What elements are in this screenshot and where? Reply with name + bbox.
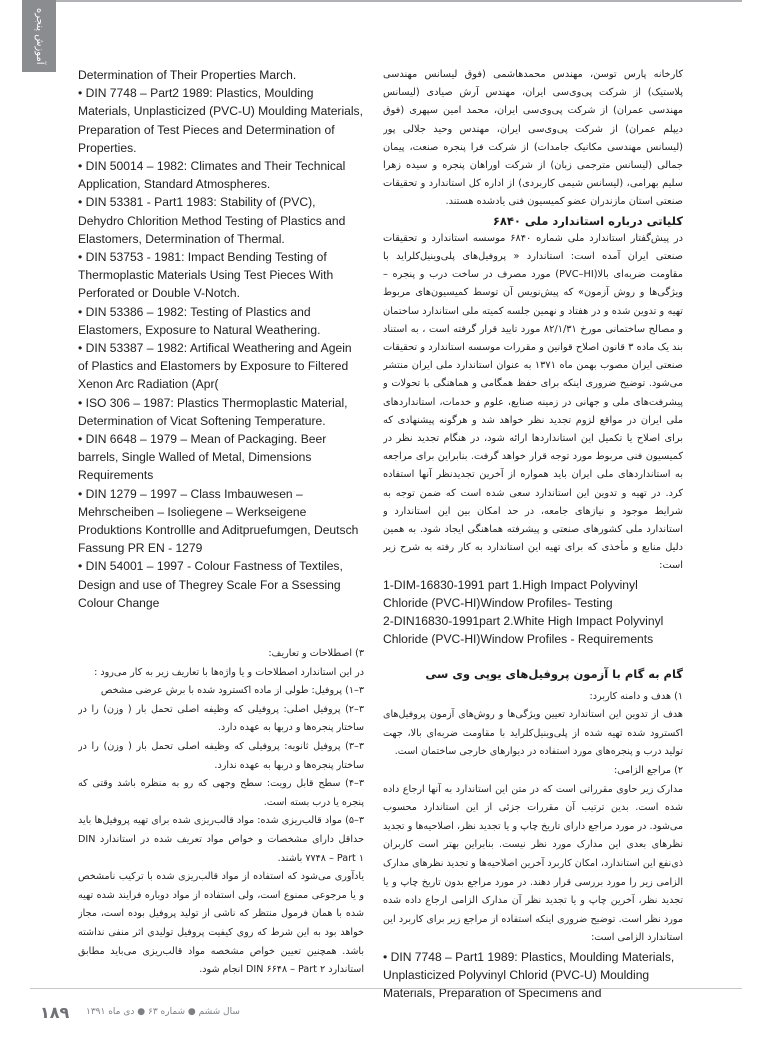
references-heading: ۲) مراجع الزامی: — [613, 764, 683, 776]
testing-steps-column — [383, 665, 683, 1003]
page-number: ۱۸۹ — [40, 1003, 70, 1022]
reference-item: Determination of Their Properties March. — [78, 68, 297, 82]
top-rule — [56, 0, 742, 2]
definition-paragraph: ۳–۴) سطح قابل رویت: سطح وجهی که رو به منظره باشد وقتی که پنجره یا درب بسته است. — [78, 778, 364, 808]
standard-overview-column — [383, 66, 683, 649]
definitions-column — [78, 645, 364, 980]
reference-item: • DIN 50014 – 1982: Climates and Their Technical Application, Standard Atmospheres. — [78, 159, 346, 192]
reference-item: • DIN 54001 – 1997 - Colour Fastness of Textiles, Design and use of Thegrey Scale For a Ssessing Colour Change — [78, 559, 343, 610]
scope-paragraph: هدف از تدوین این استاندارد تعیین ویژگی‌ها و روش‌های آزمون پروفیل‌های اکسترود شده تهیه شده از پلی‌وینیل‌کلراید با مقاومت ضربه‌ای بالا، جهت تولید درب و پنجره‌های مورد استفاده در دیوارهای خارجی ساختمان است. — [383, 709, 683, 758]
reference-item: • DIN 7748 – Part2 1989: Plastics, Moulding Materials, Unplasticized (PVC-U) Moulding Materials, Preparation of Test Pieces and Determination of Properties. — [78, 86, 363, 155]
reference-item: • DIN 53387 – 1982: Artifical Weathering and Agein of Plastics and Elastomers by Exposure to Filtered Xenon Arc Radiation (Apr( — [78, 341, 352, 392]
definition-paragraph: ۳–۲) پروفیل اصلی: پروفیلی که وظیفه اصلی تحمل بار ( وزن) را در ساختار پنجره‌ها و دربها به عهده دارد. — [78, 703, 364, 734]
issue-info: سال ششم ● شماره ۶۳ ● دی ماه ۱۳۹۱ — [86, 1007, 240, 1017]
definition-paragraph: ۳–۳) پروفیل ثانویه: پروفیلی که وظیفه اصلی تحمل بار ( وزن) را در ساختار پنجره‌ها و دربها به عهده ندارد. — [78, 740, 364, 771]
reference-item: • DIN 53381 - Part1 1983: Stability of (PVC), Dehydro Chlorition Method Testing of Plastics and Elastomers, Determination of Thermal. — [78, 195, 346, 246]
scope-heading: ۱) هدف و دامنه کاربرد: — [589, 690, 683, 702]
reference-item: 1-DIM-16830-1991 part 1.High Impact Polyvinyl Chloride (PVC-HI)Window Profiles- Testing — [383, 577, 638, 610]
reference-item: • DIN 53753 - 1981: Impact Bending Testing of Thermoplastic Materials Using Test Pieces With Perforated or Double V-Notch. — [78, 250, 334, 301]
definition-paragraph: یادآوری می‌شود که استفاده از مواد قالب‌ریزی شده با ترکیب نامشخص و یا مرجوعی ممنوع است، ولی استفاده از مواد دوباره فرایند شده تهیه شده با همان فرمول منتظر که ناشی از تولید پروفیل بوده است، مجاز خواهد بود به این شرط که روی کیفیت پروفیل تولیدی اثر منفی نداشته باشد. همچنین تعیین خواص مشخصه مواد قالب‌ریزی می‌باید مطابق استاندارد DIN ۶۶۴۸ – Part ۲ انجام شود. — [78, 871, 364, 976]
reference-item: • ISO 306 – 1987: Plastics Thermoplastic Material, Determination of Vicat Softening Temperature. — [78, 395, 348, 428]
standard-preface-paragraph: در پیش‌گفتار استاندارد ملی شماره ۶۸۴۰ موسسه استاندارد و تحقیقات صنعتی ایران آمده است: استاندارد « پروفیل‌های پلی‌وینیل‌کلراید با مقاومت ضربه‌ای بالا(PVC–HI) مورد مصرف در ساخت درب و پنجره – ویژگی‌ها و روش آزمون» که پیش‌نویس آن توسط کمیسیون‌های مربوط تهیه و تدوین شده و در هفتاد و نهمین جلسه کمیته ملی استاندارد ساختمان و مصالح ساختمانی مورخ ۸۲/۱/۳۱ مورد تایید قرار گرفته است ، به استناد بند یک ماده ۳ قانون اصلاح قوانین و مقررات موسسه استاندارد و تحقیقات صنعتی ایران مصوب بهمن ماه ۱۳۷۱ به عنوان استاندارد ملی ایران منتشر می‌شود. توضیح ضروری اینکه برای حفظ همگامی و هماهنگی با تحولات و پیشرفت‌های ملی و جهانی در زمینه صنایع، علوم و خدمات، استانداردهای ملی ایران در مواقع لزوم تجدید نظر خواهد شد و هرگونه پیشنهادی که برای اصلاح یا تکمیل این استانداردها ارائه شود، در هنگام تجدید نظر در کمیسیون فنی مربوط مورد توجه قرار خواهد گرفت. بنابراین برای مراجعه به استانداردهای ملی ایران باید همواره از آخرین تجدیدنظر آنها استفاده کرد. در تهیه و تدوین این استاندارد سعی شده است که ضمن توجه به شرایط موجود و نیازهای جامعه، در حد امکان بین این استاندارد و استاندارد ملی کشورهای صنعتی و پیشرفته هماهنگی ایجاد شود. به همین دلیل منابع و مأخذی که برای تهیه این استاندارد به کار رفته به شرح زیر است: — [383, 232, 683, 572]
definition-paragraph: ۳–۵) مواد قالب‌ریزی شده: مواد قالب‌ریزی شده برای تهیه پروفیل‌ها باید حداقل دارای مشخصات و خواص مواد تعریف شده در استاندارد DIN ۷۷۴۸ – Part ۱ باشند. — [78, 815, 364, 864]
definition-paragraph: ۳–۱) پروفیل: طولی از ماده اکسترود شده با برش عرضی مشخص — [100, 685, 364, 697]
reference-item: • DIN 53386 – 1982: Testing of Plastics and Elastomers, Exposure to Natural Weathering. — [78, 304, 321, 337]
section-heading: گام به گام با آزمون پروفیل‌های یو‌پی وی سی — [425, 667, 683, 681]
definition-paragraph: در این استاندارد اصطلاحات و یا واژه‌ها با تعاریف زیر به کار می‌رود : — [94, 666, 364, 678]
page-footer — [30, 988, 742, 1029]
reference-item: • DIN 7748 – Part1 1989: Plastics, Moulding Materials, Unplasticized Polyvinyl Chlorid (PVC-U) Moulding Materials, Preparation of Specimens and — [383, 949, 675, 1001]
reference-item: 2-DIN16830-1991part 2.White High Impact Polyvinyl Chloride (PVC-HI)Window Profiles - Requirements — [383, 614, 664, 647]
committee-members-paragraph: کارخانه پارس توسن، مهندس محمدهاشمی (فوق لیسانس مهندسی پلاستیک) از شرکت پی‌وی‌سی ایران، مهندس آرش صیادی (لیسانس مهندسی عمران) از شرکت پی‌وی‌سی ایران، محمد امین سپهری (فوق دیپلم عمران) از شرکت پی‌وی‌سی ایران، مهندس وحید جلالی پور (لیسانس مهندسی مکانیک جامدات) از شرکت فرا پنجره صنعت، پیمان جمالی (لیسانس مترجمی زبان) از شرکت اوراهان پنجره و سیده زهرا سلیم بهرامی، (لیسانس شیمی کاربردی) از اداره کل استاندارد و تحقیقات صنعتی استان مازندران عضو کمیسیون فنی یادشده هستند. — [383, 69, 683, 208]
reference-item: • DIN 6648 – 1979 – Mean of Packaging. Beer barrels, Single Walled of Metal, Dimensions Requirements — [78, 432, 327, 483]
reference-item: • DIN 1279 – 1997 – Class Imbauwesen – Mehrscheiben – Isoliegene – Werkseigene Produktions Kontrollle and Aditpruefumgen, Deutsch Fassung PR EN - 1279 — [78, 486, 359, 556]
english-references-column — [78, 66, 364, 612]
section-tab: آموزش پنجره — [22, 0, 56, 72]
definitions-heading: ۳) اصطلاحات و تعاریف: — [268, 648, 364, 659]
references-paragraph: مدارک زیر حاوی مقرراتی است که در متن این استاندارد به آنها ارجاع داده شده است. بدین ترتیب آن مقررات جزئی از این استاندارد محسوب می‌شود. در مورد مراجع دارای تاریخ چاپ و یا تجدید نظر، اصلاحیه‌ها و تجدید نظرهای بعدی این مدارک مورد نظر نیست. بنابراین بهتر است کاربران ذی‌نفع این استاندارد، امکان کاربرد آخرین اصلاحیه‌ها و تجدید نظرهای مدارک الزامی زیر را مورد بررسی قرار دهند. در مورد مراجع بدون تاریخ چاپ و یا تجدید نظر، آخرین چاپ و یا تجدید نظر آن مدارک الزامی ارجاع داده شده مورد نظر است. توضیح ضروری اینکه استفاده از مراجع زیر برای کاربرد این استاندارد الزامی است: — [383, 783, 683, 944]
section-heading: کلیاتی درباره استاندارد ملی ۶۸۴۰ — [492, 213, 683, 228]
